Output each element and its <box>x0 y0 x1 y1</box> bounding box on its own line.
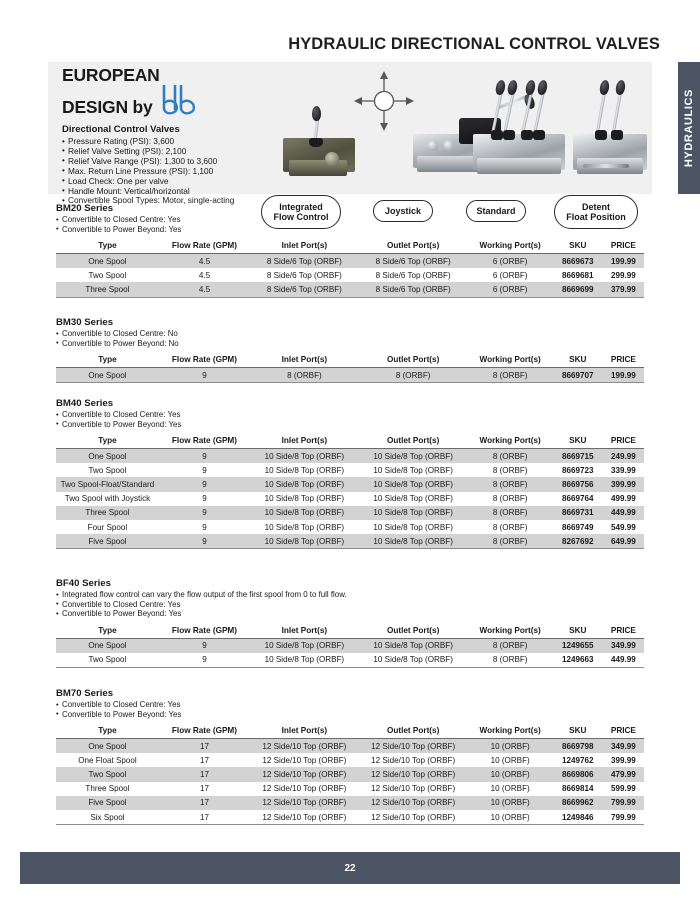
cell-outlet-ports: 12 Side/10 Top (ORBF) <box>359 782 468 796</box>
brand-word-european: EUROPEAN <box>62 65 160 85</box>
valve-lever-boot <box>309 138 323 147</box>
spec-table-bm30 <box>56 352 644 383</box>
cell-price: 549.99 <box>603 520 644 534</box>
pill-label: Detent Float Position <box>566 201 626 222</box>
float-detent-rod <box>583 164 629 168</box>
pill-label: Joystick <box>384 205 422 216</box>
table-row <box>56 753 644 767</box>
product-photos <box>273 62 652 194</box>
series-note: • Convertible to Closed Centre: Yes <box>56 600 644 610</box>
cell-inlet-ports: 12 Side/10 Top (ORBF) <box>250 810 359 825</box>
cell-type: Five Spool <box>56 534 159 549</box>
spec-item: • Load Check: One per valve <box>62 177 277 187</box>
series-note: • Convertible to Power Beyond: Yes <box>56 420 644 430</box>
cell-outlet-ports: 10 Side/8 Top (ORBF) <box>359 492 468 506</box>
series-note: • Convertible to Closed Centre: No <box>56 329 644 339</box>
cell-price: 349.99 <box>603 739 644 754</box>
cell-outlet-ports: 10 Side/8 Top (ORBF) <box>359 477 468 491</box>
cell-outlet-ports: 12 Side/10 Top (ORBF) <box>359 753 468 767</box>
cell-type: Six Spool <box>56 810 159 825</box>
spec-item: • Relief Valve Setting (PSI): 2,100 <box>62 147 277 157</box>
cell-working-ports: 6 (ORBF) <box>468 282 553 297</box>
page-number: 22 <box>344 862 356 874</box>
page-title: HYDRAULIC DIRECTIONAL CONTROL VALVES <box>288 34 660 53</box>
col-header-type: Type <box>56 238 159 254</box>
cell-sku: 8669814 <box>553 782 603 796</box>
cell-price: 199.99 <box>603 368 644 383</box>
cell-type: Two Spool <box>56 767 159 781</box>
cell-outlet-ports: 12 Side/10 Top (ORBF) <box>359 739 468 754</box>
pill-label: Integrated Flow Control <box>273 201 329 222</box>
cell-sku: 8267692 <box>553 534 603 549</box>
series-section-bf40 <box>56 578 644 668</box>
cell-price: 799.99 <box>603 796 644 810</box>
cell-working-ports: 10 (ORBF) <box>468 753 553 767</box>
table-row <box>56 739 644 754</box>
cell-outlet-ports: 10 Side/8 Top (ORBF) <box>359 653 468 668</box>
cell-inlet-ports: 8 Side/6 Top (ORBF) <box>250 268 359 282</box>
col-header-flow-rate: Flow Rate (GPM) <box>159 238 250 254</box>
cell-working-ports: 6 (ORBF) <box>468 268 553 282</box>
col-header-sku: SKU <box>553 433 603 449</box>
valve-lever-knob <box>537 79 549 96</box>
table-row <box>56 520 644 534</box>
series-note: • Convertible to Power Beyond: Yes <box>56 710 644 720</box>
table-row <box>56 638 644 653</box>
series-notes <box>56 700 644 719</box>
cell-inlet-ports: 10 Side/8 Top (ORBF) <box>250 449 359 464</box>
col-header-working-ports: Working Port(s) <box>468 623 553 639</box>
cell-inlet-ports: 10 Side/8 Top (ORBF) <box>250 638 359 653</box>
cell-working-ports: 8 (ORBF) <box>468 534 553 549</box>
cell-price: 299.99 <box>603 268 644 282</box>
cell-price: 379.99 <box>603 282 644 297</box>
cell-inlet-ports: 10 Side/8 Top (ORBF) <box>250 463 359 477</box>
cell-working-ports: 10 (ORBF) <box>468 767 553 781</box>
cell-working-ports: 8 (ORBF) <box>468 653 553 668</box>
cell-type: One Float Spool <box>56 753 159 767</box>
brand-block <box>62 66 277 206</box>
cell-flow-rate: 9 <box>159 638 250 653</box>
joystick-direction-diagram <box>353 70 415 132</box>
cell-flow-rate: 9 <box>159 477 250 491</box>
cell-working-ports: 8 (ORBF) <box>468 477 553 491</box>
table-row <box>56 653 644 668</box>
cell-price: 399.99 <box>603 753 644 767</box>
cell-flow-rate: 17 <box>159 782 250 796</box>
col-header-outlet-ports: Outlet Port(s) <box>359 433 468 449</box>
col-header-inlet-ports: Inlet Port(s) <box>250 723 359 739</box>
cell-outlet-ports: 10 Side/8 Top (ORBF) <box>359 463 468 477</box>
valve-lever-knob <box>599 79 610 95</box>
cell-working-ports: 8 (ORBF) <box>468 368 553 383</box>
cell-type: Three Spool <box>56 782 159 796</box>
table-header-row <box>56 623 644 639</box>
cell-inlet-ports: 8 Side/6 Top (ORBF) <box>250 254 359 269</box>
cell-outlet-ports: 12 Side/10 Top (ORBF) <box>359 767 468 781</box>
cell-type: One Spool <box>56 739 159 754</box>
table-row <box>56 254 644 269</box>
table-row <box>56 782 644 796</box>
table-row <box>56 767 644 781</box>
series-note: • Convertible to Closed Centre: Yes <box>56 215 644 225</box>
cell-inlet-ports: 12 Side/10 Top (ORBF) <box>250 767 359 781</box>
valve-lever-knob <box>495 79 507 96</box>
series-notes <box>56 410 644 429</box>
cell-sku: 8669699 <box>553 282 603 297</box>
valve-port <box>427 140 438 151</box>
brand-word-design-by: DESIGN by <box>62 97 153 117</box>
col-header-sku: SKU <box>553 352 603 368</box>
series-name: BM20 Series <box>56 203 114 214</box>
cell-price: 649.99 <box>603 534 644 549</box>
cell-working-ports: 10 (ORBF) <box>468 739 553 754</box>
cell-working-ports: 8 (ORBF) <box>468 463 553 477</box>
cell-type: One Spool <box>56 638 159 653</box>
cell-working-ports: 10 (ORBF) <box>468 810 553 825</box>
spec-item: • Max. Return Line Pressure (PSI): 1,100 <box>62 167 277 177</box>
cell-flow-rate: 9 <box>159 463 250 477</box>
cell-working-ports: 8 (ORBF) <box>468 506 553 520</box>
series-name: BM30 Series <box>56 317 114 328</box>
cell-type: Three Spool <box>56 282 159 297</box>
bb-logo-icon <box>159 85 197 119</box>
cell-sku: 8669715 <box>553 449 603 464</box>
col-header-flow-rate: Flow Rate (GPM) <box>159 433 250 449</box>
cell-sku: 8669723 <box>553 463 603 477</box>
series-notes <box>56 215 644 234</box>
valve-lever-boot <box>611 130 623 140</box>
series-section-bm70 <box>56 688 644 825</box>
cell-inlet-ports: 12 Side/10 Top (ORBF) <box>250 796 359 810</box>
cell-sku: 8669731 <box>553 506 603 520</box>
spec-table-bf40 <box>56 623 644 668</box>
cell-flow-rate: 9 <box>159 449 250 464</box>
cell-inlet-ports: 10 Side/8 Top (ORBF) <box>250 653 359 668</box>
spec-item: • Relief Valve Range (PSI): 1,300 to 3,600 <box>62 157 277 167</box>
cell-working-ports: 8 (ORBF) <box>468 449 553 464</box>
cell-type: Two Spool <box>56 653 159 668</box>
table-body <box>56 739 644 825</box>
table-body <box>56 254 644 298</box>
cell-price: 349.99 <box>603 638 644 653</box>
cell-sku: 1249663 <box>553 653 603 668</box>
brand-line-1 <box>62 66 277 85</box>
cell-flow-rate: 9 <box>159 368 250 383</box>
cell-price: 249.99 <box>603 449 644 464</box>
cell-outlet-ports: 10 Side/8 Top (ORBF) <box>359 449 468 464</box>
pill-label: Standard <box>476 205 516 216</box>
valve-body-lower <box>477 158 561 174</box>
valve-lever-knob <box>312 106 321 121</box>
col-header-working-ports: Working Port(s) <box>468 433 553 449</box>
cell-flow-rate: 17 <box>159 753 250 767</box>
table-row <box>56 449 644 464</box>
cell-flow-rate: 9 <box>159 506 250 520</box>
series-notes <box>56 329 644 348</box>
cell-sku: 8669962 <box>553 796 603 810</box>
cell-inlet-ports: 12 Side/10 Top (ORBF) <box>250 782 359 796</box>
cell-type: Two Spool with Joystick <box>56 492 159 506</box>
cell-flow-rate: 4.5 <box>159 282 250 297</box>
col-header-sku: SKU <box>553 238 603 254</box>
cell-flow-rate: 4.5 <box>159 254 250 269</box>
series-note: • Convertible to Closed Centre: Yes <box>56 410 644 420</box>
series-name: BM70 Series <box>56 688 114 699</box>
cell-outlet-ports: 10 Side/8 Top (ORBF) <box>359 534 468 549</box>
series-note: • Convertible to Power Beyond: Yes <box>56 225 644 235</box>
cell-sku: 8669806 <box>553 767 603 781</box>
cell-flow-rate: 9 <box>159 534 250 549</box>
cell-sku: 8669756 <box>553 477 603 491</box>
cell-price: 499.99 <box>603 492 644 506</box>
cell-sku: 8669707 <box>553 368 603 383</box>
spec-table-bm70 <box>56 723 644 825</box>
series-section-bm40 <box>56 398 644 549</box>
cell-sku: 1249846 <box>553 810 603 825</box>
series-note: • Convertible to Power Beyond: Yes <box>56 609 644 619</box>
table-row <box>56 368 644 383</box>
cell-sku: 8669764 <box>553 492 603 506</box>
cell-working-ports: 10 (ORBF) <box>468 782 553 796</box>
col-header-price: PRICE <box>603 352 644 368</box>
table-body <box>56 638 644 667</box>
table-row <box>56 506 644 520</box>
table-row <box>56 477 644 491</box>
cell-inlet-ports: 10 Side/8 Top (ORBF) <box>250 492 359 506</box>
valve-lever-boot <box>521 130 533 140</box>
cell-type: Two Spool <box>56 463 159 477</box>
valve-photo-standard <box>469 72 579 180</box>
col-header-sku: SKU <box>553 723 603 739</box>
cell-price: 479.99 <box>603 767 644 781</box>
table-row <box>56 492 644 506</box>
col-header-inlet-ports: Inlet Port(s) <box>250 433 359 449</box>
valve-photo-detent-float-position <box>571 72 657 180</box>
series-notes <box>56 590 644 619</box>
col-header-price: PRICE <box>603 723 644 739</box>
cell-outlet-ports: 10 Side/8 Top (ORBF) <box>359 506 468 520</box>
valve-lever-knob <box>615 79 626 95</box>
cell-price: 339.99 <box>603 463 644 477</box>
cell-inlet-ports: 10 Side/8 Top (ORBF) <box>250 520 359 534</box>
cell-inlet-ports: 10 Side/8 Top (ORBF) <box>250 506 359 520</box>
cell-inlet-ports: 12 Side/10 Top (ORBF) <box>250 753 359 767</box>
cell-flow-rate: 4.5 <box>159 268 250 282</box>
table-header-row <box>56 352 644 368</box>
cell-inlet-ports: 8 Side/6 Top (ORBF) <box>250 282 359 297</box>
cell-price: 449.99 <box>603 506 644 520</box>
cell-type: Five Spool <box>56 796 159 810</box>
cell-type: One Spool <box>56 449 159 464</box>
specs-title: Directional Control Valves <box>62 124 180 135</box>
col-header-outlet-ports: Outlet Port(s) <box>359 352 468 368</box>
col-header-inlet-ports: Inlet Port(s) <box>250 623 359 639</box>
series-section-bm20 <box>56 203 644 298</box>
valve-port <box>325 152 339 166</box>
brand-line-2 <box>62 85 277 117</box>
hero-band <box>48 62 652 206</box>
cell-outlet-ports: 10 Side/8 Top (ORBF) <box>359 520 468 534</box>
spec-table-bm40 <box>56 433 644 549</box>
cell-sku: 8669681 <box>553 268 603 282</box>
cell-sku: 1249655 <box>553 638 603 653</box>
col-header-price: PRICE <box>603 623 644 639</box>
section-tab-label: HYDRAULICS <box>683 88 695 168</box>
valve-lever-boot <box>595 130 607 140</box>
series-note: • Integrated flow control can vary the flow output of the first spool from 0 to full flow. <box>56 590 644 600</box>
cell-sku: 8669749 <box>553 520 603 534</box>
cell-outlet-ports: 8 Side/6 Top (ORBF) <box>359 268 468 282</box>
col-header-flow-rate: Flow Rate (GPM) <box>159 352 250 368</box>
col-header-sku: SKU <box>553 623 603 639</box>
valve-lever-knob <box>525 79 537 96</box>
cell-working-ports: 8 (ORBF) <box>468 638 553 653</box>
cell-outlet-ports: 8 Side/6 Top (ORBF) <box>359 254 468 269</box>
valve-port <box>443 140 454 151</box>
table-header-row <box>56 723 644 739</box>
valve-lever-boot <box>533 130 545 140</box>
valve-lever-boot <box>503 130 515 140</box>
col-header-outlet-ports: Outlet Port(s) <box>359 623 468 639</box>
col-header-type: Type <box>56 723 159 739</box>
cell-outlet-ports: 8 (ORBF) <box>359 368 468 383</box>
cell-flow-rate: 9 <box>159 492 250 506</box>
col-header-type: Type <box>56 433 159 449</box>
page-footer <box>20 852 680 884</box>
valve-body-lower <box>289 160 347 176</box>
cell-flow-rate: 17 <box>159 810 250 825</box>
table-row <box>56 796 644 810</box>
table-row <box>56 810 644 825</box>
page-header <box>40 30 660 58</box>
col-header-type: Type <box>56 352 159 368</box>
cell-working-ports: 8 (ORBF) <box>468 492 553 506</box>
col-header-price: PRICE <box>603 433 644 449</box>
col-header-outlet-ports: Outlet Port(s) <box>359 238 468 254</box>
cell-flow-rate: 9 <box>159 520 250 534</box>
cell-type: Three Spool <box>56 506 159 520</box>
cell-type: Two Spool <box>56 268 159 282</box>
col-header-working-ports: Working Port(s) <box>468 238 553 254</box>
valve-lever-knob <box>507 79 519 96</box>
cell-inlet-ports: 10 Side/8 Top (ORBF) <box>250 477 359 491</box>
table-body <box>56 368 644 383</box>
valve-photo-integrated-flow-control <box>281 108 359 178</box>
col-header-outlet-ports: Outlet Port(s) <box>359 723 468 739</box>
cell-inlet-ports: 10 Side/8 Top (ORBF) <box>250 534 359 549</box>
spec-item: • Handle Mount: Vertical/horizontal <box>62 187 277 197</box>
cell-outlet-ports: 10 Side/8 Top (ORBF) <box>359 638 468 653</box>
spec-table-bm20 <box>56 238 644 298</box>
cell-working-ports: 6 (ORBF) <box>468 254 553 269</box>
table-row <box>56 463 644 477</box>
valve-lever-boot <box>491 130 503 140</box>
cell-price: 449.99 <box>603 653 644 668</box>
section-tab-hydraulics <box>678 62 700 194</box>
cell-type: Four Spool <box>56 520 159 534</box>
cell-outlet-ports: 12 Side/10 Top (ORBF) <box>359 810 468 825</box>
cell-price: 399.99 <box>603 477 644 491</box>
table-row <box>56 268 644 282</box>
col-header-flow-rate: Flow Rate (GPM) <box>159 623 250 639</box>
series-name: BM40 Series <box>56 398 114 409</box>
cell-flow-rate: 9 <box>159 653 250 668</box>
cell-type: One Spool <box>56 254 159 269</box>
table-body <box>56 449 644 549</box>
col-header-type: Type <box>56 623 159 639</box>
col-header-inlet-ports: Inlet Port(s) <box>250 352 359 368</box>
cell-sku: 1249762 <box>553 753 603 767</box>
spec-item: • Pressure Rating (PSI): 3,600 <box>62 137 277 147</box>
cell-outlet-ports: 8 Side/6 Top (ORBF) <box>359 282 468 297</box>
series-note: • Convertible to Closed Centre: Yes <box>56 700 644 710</box>
col-header-working-ports: Working Port(s) <box>468 723 553 739</box>
col-header-working-ports: Working Port(s) <box>468 352 553 368</box>
cell-inlet-ports: 8 (ORBF) <box>250 368 359 383</box>
series-note: • Convertible to Power Beyond: No <box>56 339 644 349</box>
cell-working-ports: 8 (ORBF) <box>468 520 553 534</box>
series-section-bm30 <box>56 317 644 383</box>
cell-price: 799.99 <box>603 810 644 825</box>
col-header-price: PRICE <box>603 238 644 254</box>
cell-working-ports: 10 (ORBF) <box>468 796 553 810</box>
cell-price: 199.99 <box>603 254 644 269</box>
table-row <box>56 534 644 549</box>
cell-sku: 8669673 <box>553 254 603 269</box>
cell-sku: 8669798 <box>553 739 603 754</box>
series-name: BF40 Series <box>56 578 111 589</box>
cell-inlet-ports: 12 Side/10 Top (ORBF) <box>250 739 359 754</box>
cell-flow-rate: 17 <box>159 739 250 754</box>
cell-flow-rate: 17 <box>159 767 250 781</box>
cell-type: One Spool <box>56 368 159 383</box>
col-header-flow-rate: Flow Rate (GPM) <box>159 723 250 739</box>
col-header-inlet-ports: Inlet Port(s) <box>250 238 359 254</box>
table-row <box>56 282 644 297</box>
cell-flow-rate: 17 <box>159 796 250 810</box>
cell-price: 599.99 <box>603 782 644 796</box>
table-header-row <box>56 238 644 254</box>
table-header-row <box>56 433 644 449</box>
cell-type: Two Spool-Float/Standard <box>56 477 159 491</box>
cell-outlet-ports: 12 Side/10 Top (ORBF) <box>359 796 468 810</box>
spec-item: • Convertible Spool Types: Motor, single-acting <box>62 196 277 206</box>
